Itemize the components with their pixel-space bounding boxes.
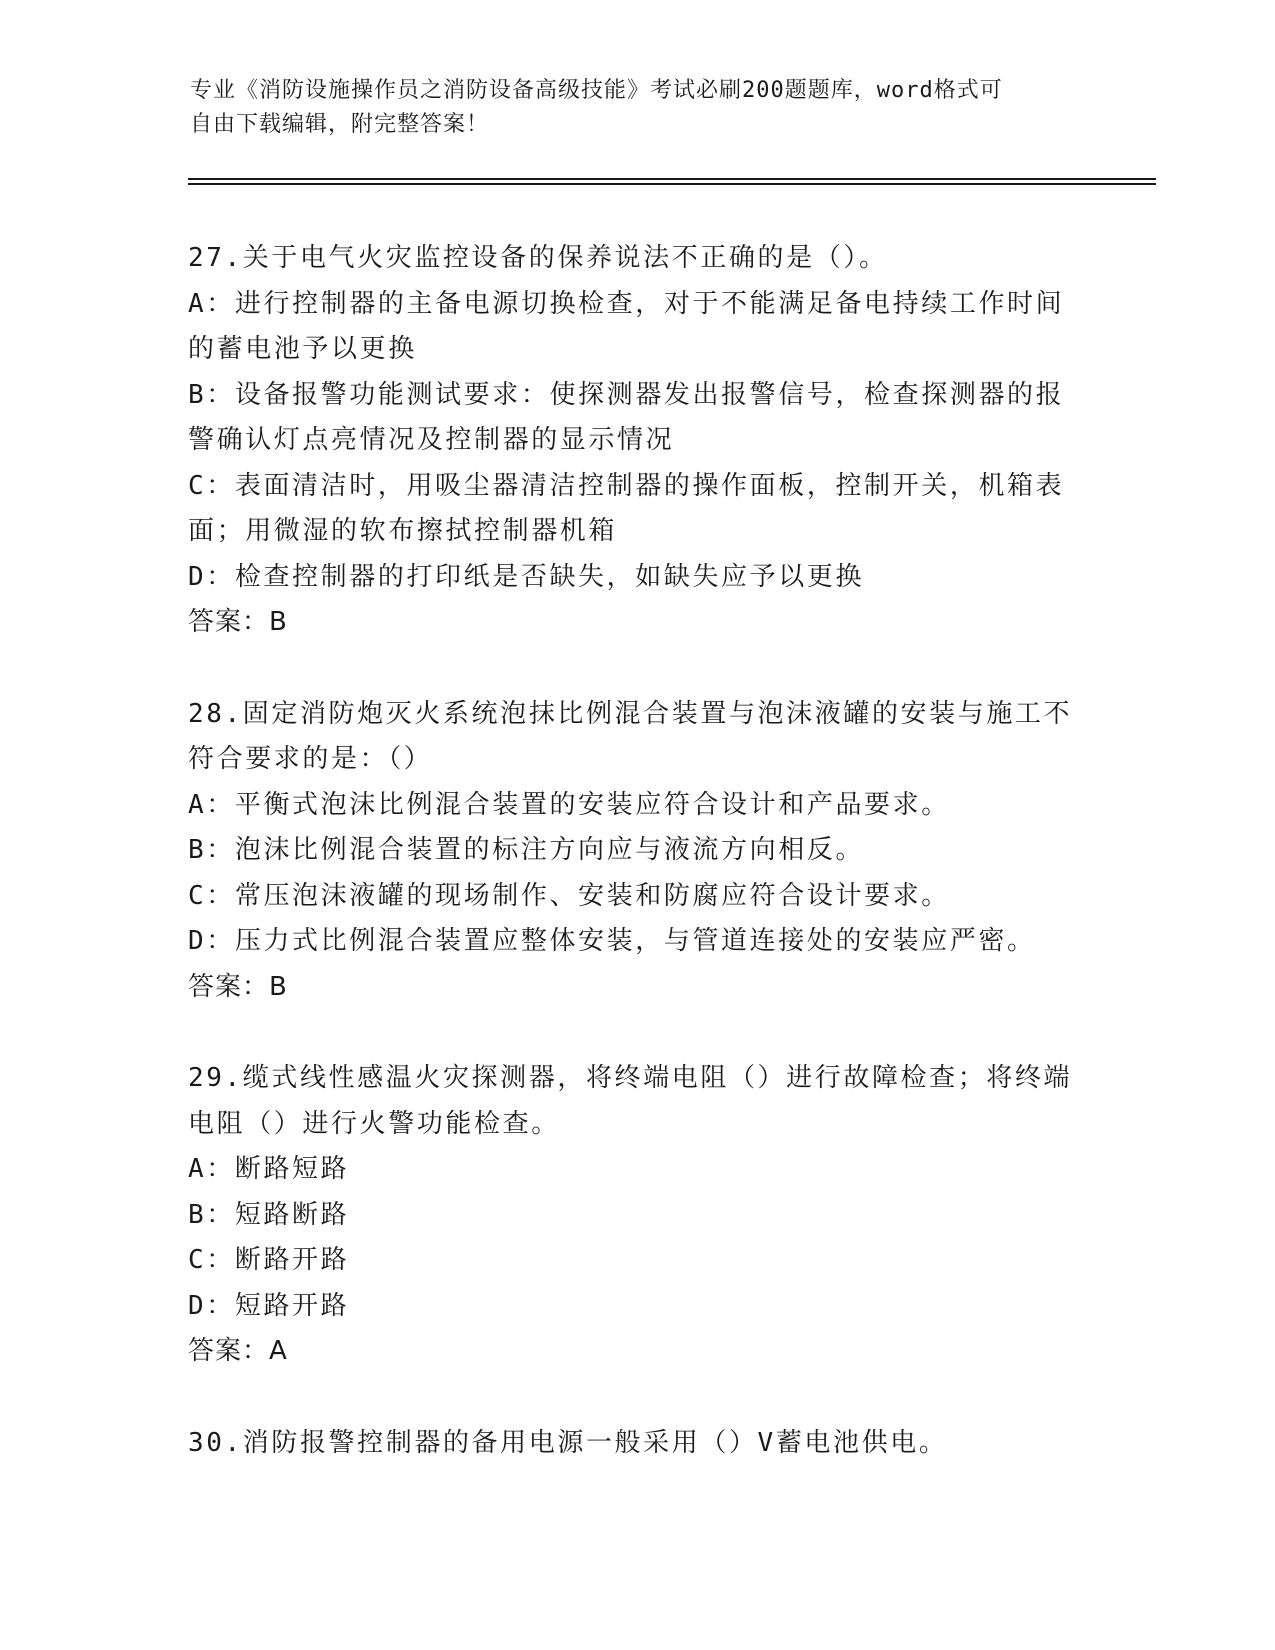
header-line-2: 自由下载编辑，附完整答案！ [190,112,490,137]
option-a-line-1: A：进行控制器的主备电源切换检查，对于不能满足备电持续工作时间 [188,288,1065,319]
question-29 [188,1056,1088,1375]
question-stem-line-2: 电阻（）进行火警功能检查。 [188,1108,560,1139]
document-header [190,74,1090,142]
option-b-line-1: B：短路断路 [188,1199,350,1230]
option-b-line-2: 警确认灯点亮情况及控制器的显示情况 [188,425,675,455]
question-30 [188,1421,1088,1467]
question-list [188,236,1088,1512]
option-c-line-1: C：断路开路 [188,1245,350,1275]
question-stem: 30.消防报警控制器的备用电源一般采用（）V蓄电池供电。 [188,1427,948,1458]
question-stem-line-2: 符合要求的是：（） [188,744,433,774]
question-28 [188,692,1088,1011]
option-b-line-1: B：泡沫比例混合装置的标注方向应与液流方向相反。 [188,835,865,865]
option-c-line-2: 面；用微湿的软布擦拭控制器机箱 [188,516,618,546]
header-line-1: 专业《消防设施操作员之消防设备高级技能》考试必刷200题题库，word格式可 [190,78,1003,103]
option-c-line-1: C：表面清洁时，用吸尘器清洁控制器的操作面板，控制开关，机箱表 [188,470,1065,501]
option-d-line-1: D：短路开路 [188,1290,350,1321]
answer-text: 答案：B [188,607,288,637]
question-stem-line-1: 29.缆式线性感温火灾探测器，将终端电阻（）进行故障检查；将终端 [188,1063,1073,1093]
header-rule-bottom [188,183,1156,185]
question-stem-line-1: 28.固定消防炮灭火系统泡抹比例混合装置与泡沫液罐的安装与施工不 [188,698,1073,729]
header-rule-top [188,178,1156,180]
option-c-line-1: C：常压泡沫液罐的现场制作、安装和防腐应符合设计要求。 [188,880,950,911]
question-27 [188,236,1088,646]
question-stem: 27.关于电气火灾监控设备的保养说法不正确的是（）。 [188,243,888,273]
answer-text: 答案：B [188,971,288,1002]
option-d-line-1: D：检查控制器的打印纸是否缺失，如缺失应予以更换 [188,561,865,592]
answer-text: 答案：A [188,1336,288,1366]
option-d-line-1: D：压力式比例混合装置应整体安装，与管道连接处的安装应严密。 [188,926,1036,956]
option-b-line-1: B：设备报警功能测试要求：使探测器发出报警信号，检查探测器的报 [188,379,1065,410]
option-a-line-1: A：平衡式泡沫比例混合装置的安装应符合设计和产品要求。 [188,789,950,820]
option-a-line-2: 的蓄电池予以更换 [188,334,417,364]
option-a-line-1: A：断路短路 [188,1154,350,1184]
